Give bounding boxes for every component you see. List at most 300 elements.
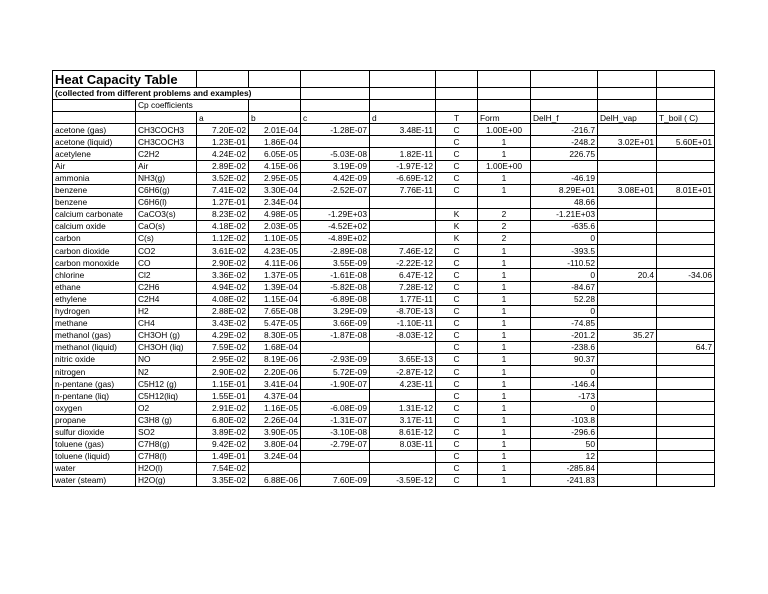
- cell-substance[interactable]: n-pentane (liq): [53, 390, 136, 402]
- cell-formula[interactable]: C2H2: [136, 148, 197, 160]
- cell-coef-b[interactable]: 4.23E-05: [249, 245, 301, 257]
- cell-delh-f[interactable]: 0: [531, 366, 598, 378]
- header-cell-substance[interactable]: [53, 112, 136, 124]
- cell-coef-d[interactable]: -1.10E-11: [370, 317, 436, 329]
- cell-coef-a[interactable]: 8.23E-02: [197, 208, 249, 220]
- cell-substance[interactable]: Air: [53, 160, 136, 172]
- cell-coef-b[interactable]: 3.24E-04: [249, 450, 301, 462]
- cell-formula[interactable]: C7H8(g): [136, 438, 197, 450]
- cell-substance[interactable]: nitrogen: [53, 366, 136, 378]
- cell-formula[interactable]: C6H6(l): [136, 196, 197, 208]
- cell-temp-unit[interactable]: C: [436, 293, 478, 305]
- cell-coef-d[interactable]: 1.31E-12: [370, 402, 436, 414]
- cell-delh-vap[interactable]: 35.27: [598, 329, 657, 341]
- cell-delh-f[interactable]: 0: [531, 305, 598, 317]
- cell-coef-c[interactable]: -1.28E-07: [301, 124, 370, 136]
- cell-form[interactable]: 1: [478, 475, 531, 487]
- cell-delh-f[interactable]: -216.7: [531, 124, 598, 136]
- cell-coef-c[interactable]: -4.52E+02: [301, 221, 370, 233]
- cell-coef-b[interactable]: 4.98E-05: [249, 208, 301, 220]
- cell-substance[interactable]: methane: [53, 317, 136, 329]
- cell-substance[interactable]: ammonia: [53, 172, 136, 184]
- cell-t-boil[interactable]: [657, 426, 715, 438]
- cell[interactable]: [657, 100, 715, 112]
- cell-substance[interactable]: nitric oxide: [53, 354, 136, 366]
- cell-form[interactable]: 1: [478, 414, 531, 426]
- cell-formula[interactable]: CO2: [136, 245, 197, 257]
- cell[interactable]: [301, 100, 370, 112]
- cell-coef-b[interactable]: 4.37E-04: [249, 390, 301, 402]
- header-cell-delh-vap[interactable]: DelH_vap: [598, 112, 657, 124]
- cell-temp-unit[interactable]: C: [436, 366, 478, 378]
- cell-t-boil[interactable]: [657, 438, 715, 450]
- cell-temp-unit[interactable]: K: [436, 208, 478, 220]
- cell-coef-a[interactable]: 1.49E-01: [197, 450, 249, 462]
- cell-coef-a[interactable]: 4.94E-02: [197, 281, 249, 293]
- cell-temp-unit[interactable]: C: [436, 438, 478, 450]
- cell-form[interactable]: 2: [478, 233, 531, 245]
- cell[interactable]: [370, 71, 436, 88]
- cell-form[interactable]: 1: [478, 426, 531, 438]
- cell-form[interactable]: 1: [478, 281, 531, 293]
- cell-t-boil[interactable]: [657, 329, 715, 341]
- cell-coef-b[interactable]: 1.37E-05: [249, 269, 301, 281]
- cell-form[interactable]: 1: [478, 329, 531, 341]
- cell-coef-c[interactable]: -1.31E-07: [301, 414, 370, 426]
- cell-coef-b[interactable]: 1.39E-04: [249, 281, 301, 293]
- cell-coef-d[interactable]: 1.77E-11: [370, 293, 436, 305]
- cell-t-boil[interactable]: [657, 366, 715, 378]
- cell-temp-unit[interactable]: C: [436, 475, 478, 487]
- cell-temp-unit[interactable]: C: [436, 426, 478, 438]
- cell-coef-a[interactable]: 3.35E-02: [197, 475, 249, 487]
- cell-form[interactable]: 1: [478, 269, 531, 281]
- cell-coef-b[interactable]: 4.11E-06: [249, 257, 301, 269]
- cell-formula[interactable]: C6H6(g): [136, 184, 197, 196]
- cell-formula[interactable]: C(s): [136, 233, 197, 245]
- cell[interactable]: [478, 100, 531, 112]
- cell-form[interactable]: 1: [478, 245, 531, 257]
- cell[interactable]: [478, 88, 531, 100]
- cell-coef-a[interactable]: 3.43E-02: [197, 317, 249, 329]
- cell[interactable]: [598, 88, 657, 100]
- cell-coef-a[interactable]: 7.54E-02: [197, 462, 249, 474]
- cell-temp-unit[interactable]: C: [436, 281, 478, 293]
- cell-substance[interactable]: chlorine: [53, 269, 136, 281]
- cell-delh-vap[interactable]: 3.08E+01: [598, 184, 657, 196]
- cell-form[interactable]: 1: [478, 341, 531, 353]
- cell-substance[interactable]: calcium oxide: [53, 221, 136, 233]
- cell-substance[interactable]: water: [53, 462, 136, 474]
- cell-t-boil[interactable]: [657, 124, 715, 136]
- cell[interactable]: [598, 71, 657, 88]
- cell-delh-vap[interactable]: [598, 233, 657, 245]
- cell-delh-vap[interactable]: [598, 475, 657, 487]
- cell-form[interactable]: 1: [478, 366, 531, 378]
- cell-formula[interactable]: NO: [136, 354, 197, 366]
- cell-substance[interactable]: toluene (gas): [53, 438, 136, 450]
- cell-formula[interactable]: CH3COCH3: [136, 124, 197, 136]
- cell-coef-a[interactable]: 1.15E-01: [197, 378, 249, 390]
- cell-delh-f[interactable]: [531, 160, 598, 172]
- cell-substance[interactable]: acetylene: [53, 148, 136, 160]
- cell-form[interactable]: 1: [478, 305, 531, 317]
- cell-t-boil[interactable]: [657, 402, 715, 414]
- cell-substance[interactable]: oxygen: [53, 402, 136, 414]
- cell-delh-vap[interactable]: [598, 462, 657, 474]
- cell-coef-a[interactable]: 1.27E-01: [197, 196, 249, 208]
- cell-coef-c[interactable]: -1.87E-08: [301, 329, 370, 341]
- cell-temp-unit[interactable]: C: [436, 172, 478, 184]
- cell-delh-vap[interactable]: [598, 305, 657, 317]
- cell-formula[interactable]: CaO(s): [136, 221, 197, 233]
- cell-coef-b[interactable]: 2.95E-05: [249, 172, 301, 184]
- cell-temp-unit[interactable]: C: [436, 462, 478, 474]
- cell-coef-c[interactable]: 3.55E-09: [301, 257, 370, 269]
- cell-formula[interactable]: Air: [136, 160, 197, 172]
- header-cell-coef-d[interactable]: d: [370, 112, 436, 124]
- cell-t-boil[interactable]: [657, 378, 715, 390]
- cell-substance[interactable]: methanol (gas): [53, 329, 136, 341]
- cell-coef-d[interactable]: -2.87E-12: [370, 366, 436, 378]
- cell-form[interactable]: 1: [478, 148, 531, 160]
- cell-coef-c[interactable]: [301, 341, 370, 353]
- cell-coef-b[interactable]: 2.03E-05: [249, 221, 301, 233]
- cell-substance[interactable]: ethylene: [53, 293, 136, 305]
- cell-coef-c[interactable]: -5.82E-08: [301, 281, 370, 293]
- cell-coef-d[interactable]: 3.48E-11: [370, 124, 436, 136]
- cell-coef-b[interactable]: 8.19E-06: [249, 354, 301, 366]
- cell-coef-c[interactable]: -6.08E-09: [301, 402, 370, 414]
- cell[interactable]: [436, 100, 478, 112]
- cell-formula[interactable]: NH3(g): [136, 172, 197, 184]
- cell-delh-f[interactable]: -146.4: [531, 378, 598, 390]
- cell-t-boil[interactable]: -34.06: [657, 269, 715, 281]
- cell-coef-d[interactable]: [370, 233, 436, 245]
- cell-coef-b[interactable]: 1.10E-05: [249, 233, 301, 245]
- cell-coef-d[interactable]: [370, 462, 436, 474]
- cell[interactable]: [436, 71, 478, 88]
- cell-coef-c[interactable]: -2.89E-08: [301, 245, 370, 257]
- cell-coef-c[interactable]: [301, 390, 370, 402]
- cell[interactable]: [436, 88, 478, 100]
- cell-delh-f[interactable]: -238.6: [531, 341, 598, 353]
- cell-coef-d[interactable]: -3.59E-12: [370, 475, 436, 487]
- cell-coef-b[interactable]: 1.68E-04: [249, 341, 301, 353]
- cell-delh-f[interactable]: -103.8: [531, 414, 598, 426]
- cell-coef-b[interactable]: 3.80E-04: [249, 438, 301, 450]
- cell-formula[interactable]: O2: [136, 402, 197, 414]
- cell-t-boil[interactable]: [657, 221, 715, 233]
- cell-delh-f[interactable]: -84.67: [531, 281, 598, 293]
- cell[interactable]: [197, 71, 249, 88]
- cell-t-boil[interactable]: 5.60E+01: [657, 136, 715, 148]
- cell-delh-f[interactable]: -74.85: [531, 317, 598, 329]
- cell-delh-f[interactable]: 12: [531, 450, 598, 462]
- cell-substance[interactable]: acetone (liquid): [53, 136, 136, 148]
- cell-formula[interactable]: C2H6: [136, 281, 197, 293]
- cell-substance[interactable]: toluene (liquid): [53, 450, 136, 462]
- cell[interactable]: [249, 71, 301, 88]
- cell-temp-unit[interactable]: C: [436, 450, 478, 462]
- cell-delh-vap[interactable]: [598, 378, 657, 390]
- cell-coef-b[interactable]: 5.47E-05: [249, 317, 301, 329]
- cell-t-boil[interactable]: [657, 160, 715, 172]
- cell-coef-d[interactable]: 8.03E-11: [370, 438, 436, 450]
- cell-delh-vap[interactable]: [598, 390, 657, 402]
- cell-coef-b[interactable]: 2.20E-06: [249, 366, 301, 378]
- cell-coef-a[interactable]: 6.80E-02: [197, 414, 249, 426]
- cell-coef-b[interactable]: 7.65E-08: [249, 305, 301, 317]
- cell-coef-d[interactable]: 3.65E-13: [370, 354, 436, 366]
- cell-coef-b[interactable]: 2.26E-04: [249, 414, 301, 426]
- cell-delh-f[interactable]: -248.2: [531, 136, 598, 148]
- cell-delh-f[interactable]: 48.66: [531, 196, 598, 208]
- cell-delh-vap[interactable]: [598, 172, 657, 184]
- cell-form[interactable]: 2: [478, 208, 531, 220]
- cell-delh-f[interactable]: 90.37: [531, 354, 598, 366]
- cell-coef-d[interactable]: 7.76E-11: [370, 184, 436, 196]
- cell-temp-unit[interactable]: C: [436, 305, 478, 317]
- cell-coef-d[interactable]: 4.23E-11: [370, 378, 436, 390]
- cell-delh-f[interactable]: -285.84: [531, 462, 598, 474]
- cell-coef-a[interactable]: 7.41E-02: [197, 184, 249, 196]
- cell-coef-d[interactable]: [370, 450, 436, 462]
- cell-formula[interactable]: SO2: [136, 426, 197, 438]
- cell-coef-a[interactable]: 3.61E-02: [197, 245, 249, 257]
- header-cell-coef-b[interactable]: b: [249, 112, 301, 124]
- cell-substance[interactable]: carbon monoxide: [53, 257, 136, 269]
- cell-delh-vap[interactable]: [598, 438, 657, 450]
- cell-substance[interactable]: ethane: [53, 281, 136, 293]
- cell-coef-c[interactable]: -2.52E-07: [301, 184, 370, 196]
- header-cell-form[interactable]: Form: [478, 112, 531, 124]
- cell-formula[interactable]: H2: [136, 305, 197, 317]
- cell-temp-unit[interactable]: C: [436, 257, 478, 269]
- cell-temp-unit[interactable]: C: [436, 414, 478, 426]
- cell[interactable]: [531, 71, 598, 88]
- cell-coef-d[interactable]: 6.47E-12: [370, 269, 436, 281]
- cell-delh-f[interactable]: -241.83: [531, 475, 598, 487]
- cell-t-boil[interactable]: [657, 208, 715, 220]
- cell-delh-vap[interactable]: [598, 257, 657, 269]
- cell[interactable]: [370, 100, 436, 112]
- cell-coef-d[interactable]: [370, 208, 436, 220]
- cell-substance[interactable]: hydrogen: [53, 305, 136, 317]
- cell-form[interactable]: 1: [478, 378, 531, 390]
- cell-temp-unit[interactable]: K: [436, 221, 478, 233]
- cell-form[interactable]: 1.00E+00: [478, 160, 531, 172]
- cell-coef-d[interactable]: 8.61E-12: [370, 426, 436, 438]
- cell[interactable]: [657, 88, 715, 100]
- cell-temp-unit[interactable]: C: [436, 124, 478, 136]
- cell-t-boil[interactable]: [657, 172, 715, 184]
- cell-coef-c[interactable]: -4.89E+02: [301, 233, 370, 245]
- cell-coef-d[interactable]: -8.03E-12: [370, 329, 436, 341]
- cell-temp-unit[interactable]: C: [436, 269, 478, 281]
- cell-coef-a[interactable]: 3.89E-02: [197, 426, 249, 438]
- cell-delh-f[interactable]: -393.5: [531, 245, 598, 257]
- cell-coef-b[interactable]: [249, 462, 301, 474]
- cell-substance[interactable]: carbon dioxide: [53, 245, 136, 257]
- cell-substance[interactable]: sulfur dioxide: [53, 426, 136, 438]
- cell-form[interactable]: 1: [478, 450, 531, 462]
- cell-delh-vap[interactable]: [598, 341, 657, 353]
- cell-coef-d[interactable]: [370, 341, 436, 353]
- cell-coef-b[interactable]: 1.16E-05: [249, 402, 301, 414]
- cell[interactable]: [370, 88, 436, 100]
- cell-delh-vap[interactable]: [598, 245, 657, 257]
- cell-coef-a[interactable]: 1.12E-02: [197, 233, 249, 245]
- cell-formula[interactable]: CH3OH (liq): [136, 341, 197, 353]
- cell-coef-a[interactable]: 2.90E-02: [197, 257, 249, 269]
- cell-temp-unit[interactable]: C: [436, 378, 478, 390]
- cell-temp-unit[interactable]: C: [436, 341, 478, 353]
- cell-coef-a[interactable]: 2.95E-02: [197, 354, 249, 366]
- cell-delh-f[interactable]: 52.28: [531, 293, 598, 305]
- header-cell-delh-f[interactable]: DelH_f: [531, 112, 598, 124]
- cell-temp-unit[interactable]: C: [436, 329, 478, 341]
- cell-delh-vap[interactable]: [598, 450, 657, 462]
- cell-t-boil[interactable]: [657, 233, 715, 245]
- cell-coef-b[interactable]: 2.34E-04: [249, 196, 301, 208]
- cell-delh-vap[interactable]: [598, 293, 657, 305]
- cell-delh-f[interactable]: -1.21E+03: [531, 208, 598, 220]
- cell-formula[interactable]: C2H4: [136, 293, 197, 305]
- cell-delh-vap[interactable]: [598, 402, 657, 414]
- cell[interactable]: [598, 100, 657, 112]
- cell-delh-vap[interactable]: [598, 160, 657, 172]
- cell-t-boil[interactable]: 8.01E+01: [657, 184, 715, 196]
- cell-temp-unit[interactable]: C: [436, 136, 478, 148]
- cell-t-boil[interactable]: [657, 450, 715, 462]
- cell-formula[interactable]: C5H12 (g): [136, 378, 197, 390]
- cell-coef-b[interactable]: 1.86E-04: [249, 136, 301, 148]
- cell[interactable]: [478, 71, 531, 88]
- cell-substance[interactable]: carbon: [53, 233, 136, 245]
- cell-delh-vap[interactable]: [598, 148, 657, 160]
- header-cell-temp-unit[interactable]: T: [436, 112, 478, 124]
- cell-coef-c[interactable]: -1.61E-08: [301, 269, 370, 281]
- cell-coef-b[interactable]: 6.05E-05: [249, 148, 301, 160]
- cell-coef-c[interactable]: 3.29E-09: [301, 305, 370, 317]
- cell-coef-a[interactable]: 4.29E-02: [197, 329, 249, 341]
- cell-delh-vap[interactable]: [598, 414, 657, 426]
- cell-coef-a[interactable]: 2.90E-02: [197, 366, 249, 378]
- cell-coef-c[interactable]: -6.89E-08: [301, 293, 370, 305]
- cell-coef-c[interactable]: -1.29E+03: [301, 208, 370, 220]
- cell-form[interactable]: 1: [478, 293, 531, 305]
- cell-coef-a[interactable]: 4.08E-02: [197, 293, 249, 305]
- cell-coef-a[interactable]: 2.89E-02: [197, 160, 249, 172]
- cell-t-boil[interactable]: [657, 390, 715, 402]
- cell-coef-b[interactable]: 8.30E-05: [249, 329, 301, 341]
- cell-coef-c[interactable]: 3.66E-09: [301, 317, 370, 329]
- cell-substance[interactable]: benzene: [53, 184, 136, 196]
- cell-formula[interactable]: CH4: [136, 317, 197, 329]
- cell-temp-unit[interactable]: [436, 196, 478, 208]
- header-cell-coef-c[interactable]: c: [301, 112, 370, 124]
- cell-coef-c[interactable]: -2.79E-07: [301, 438, 370, 450]
- cell-t-boil[interactable]: [657, 317, 715, 329]
- cell-t-boil[interactable]: [657, 462, 715, 474]
- cell-coef-b[interactable]: 3.30E-04: [249, 184, 301, 196]
- cell-coef-d[interactable]: 1.82E-11: [370, 148, 436, 160]
- cell-substance[interactable]: propane: [53, 414, 136, 426]
- cell-form[interactable]: 1: [478, 462, 531, 474]
- cell-temp-unit[interactable]: C: [436, 148, 478, 160]
- cell-coef-c[interactable]: -5.03E-08: [301, 148, 370, 160]
- cell-substance[interactable]: calcium carbonate: [53, 208, 136, 220]
- cell[interactable]: [301, 71, 370, 88]
- cell-formula[interactable]: C7H8(l): [136, 450, 197, 462]
- cell-form[interactable]: 1: [478, 390, 531, 402]
- cell-coef-c[interactable]: -2.93E-09: [301, 354, 370, 366]
- cell-t-boil[interactable]: [657, 293, 715, 305]
- cell-delh-f[interactable]: -635.6: [531, 221, 598, 233]
- cell-formula[interactable]: CO: [136, 257, 197, 269]
- cell-coef-a[interactable]: 9.42E-02: [197, 438, 249, 450]
- cell-coef-d[interactable]: -1.97E-12: [370, 160, 436, 172]
- cell-coef-d[interactable]: -8.70E-13: [370, 305, 436, 317]
- cell-delh-vap[interactable]: [598, 208, 657, 220]
- cell-formula[interactable]: H2O(l): [136, 462, 197, 474]
- cell-coef-a[interactable]: 3.52E-02: [197, 172, 249, 184]
- cell-form[interactable]: 2: [478, 221, 531, 233]
- cell-form[interactable]: [478, 196, 531, 208]
- cell-formula[interactable]: C5H12(liq): [136, 390, 197, 402]
- header-cell-t-boil[interactable]: T_boil ( C): [657, 112, 715, 124]
- cell-t-boil[interactable]: 64.7: [657, 341, 715, 353]
- cell-coef-d[interactable]: [370, 196, 436, 208]
- cell-delh-vap[interactable]: [598, 366, 657, 378]
- cell-coef-a[interactable]: 1.55E-01: [197, 390, 249, 402]
- cell-coef-b[interactable]: 3.90E-05: [249, 426, 301, 438]
- cell-delh-f[interactable]: 8.29E+01: [531, 184, 598, 196]
- cell-form[interactable]: 1: [478, 172, 531, 184]
- cell-delh-vap[interactable]: [598, 124, 657, 136]
- cell-coef-c[interactable]: -1.90E-07: [301, 378, 370, 390]
- table-subtitle[interactable]: (collected from different problems and examples): [53, 88, 301, 100]
- cell-coef-a[interactable]: 7.59E-02: [197, 341, 249, 353]
- cell-formula[interactable]: CH3OH (g): [136, 329, 197, 341]
- cell-coef-c[interactable]: [301, 196, 370, 208]
- cell[interactable]: [301, 88, 370, 100]
- cell-temp-unit[interactable]: C: [436, 184, 478, 196]
- cell-coef-a[interactable]: 3.36E-02: [197, 269, 249, 281]
- cell-delh-f[interactable]: 0: [531, 269, 598, 281]
- cell-substance[interactable]: n-pentane (gas): [53, 378, 136, 390]
- cell[interactable]: [249, 100, 301, 112]
- cell-delh-f[interactable]: 0: [531, 233, 598, 245]
- cell-coef-b[interactable]: 3.41E-04: [249, 378, 301, 390]
- cell-coef-a[interactable]: 7.20E-02: [197, 124, 249, 136]
- cell-substance[interactable]: water (steam): [53, 475, 136, 487]
- cell-coef-b[interactable]: 4.15E-06: [249, 160, 301, 172]
- cell-formula[interactable]: C3H8 (g): [136, 414, 197, 426]
- cell-delh-f[interactable]: 50: [531, 438, 598, 450]
- cell-formula[interactable]: CaCO3(s): [136, 208, 197, 220]
- header-cell-formula[interactable]: [136, 112, 197, 124]
- cell-t-boil[interactable]: [657, 475, 715, 487]
- cell-coef-d[interactable]: 7.46E-12: [370, 245, 436, 257]
- cell-coef-c[interactable]: 4.42E-09: [301, 172, 370, 184]
- cell-temp-unit[interactable]: K: [436, 233, 478, 245]
- cell-delh-f[interactable]: -46.19: [531, 172, 598, 184]
- cell-t-boil[interactable]: [657, 245, 715, 257]
- cell-temp-unit[interactable]: C: [436, 390, 478, 402]
- cell-formula[interactable]: N2: [136, 366, 197, 378]
